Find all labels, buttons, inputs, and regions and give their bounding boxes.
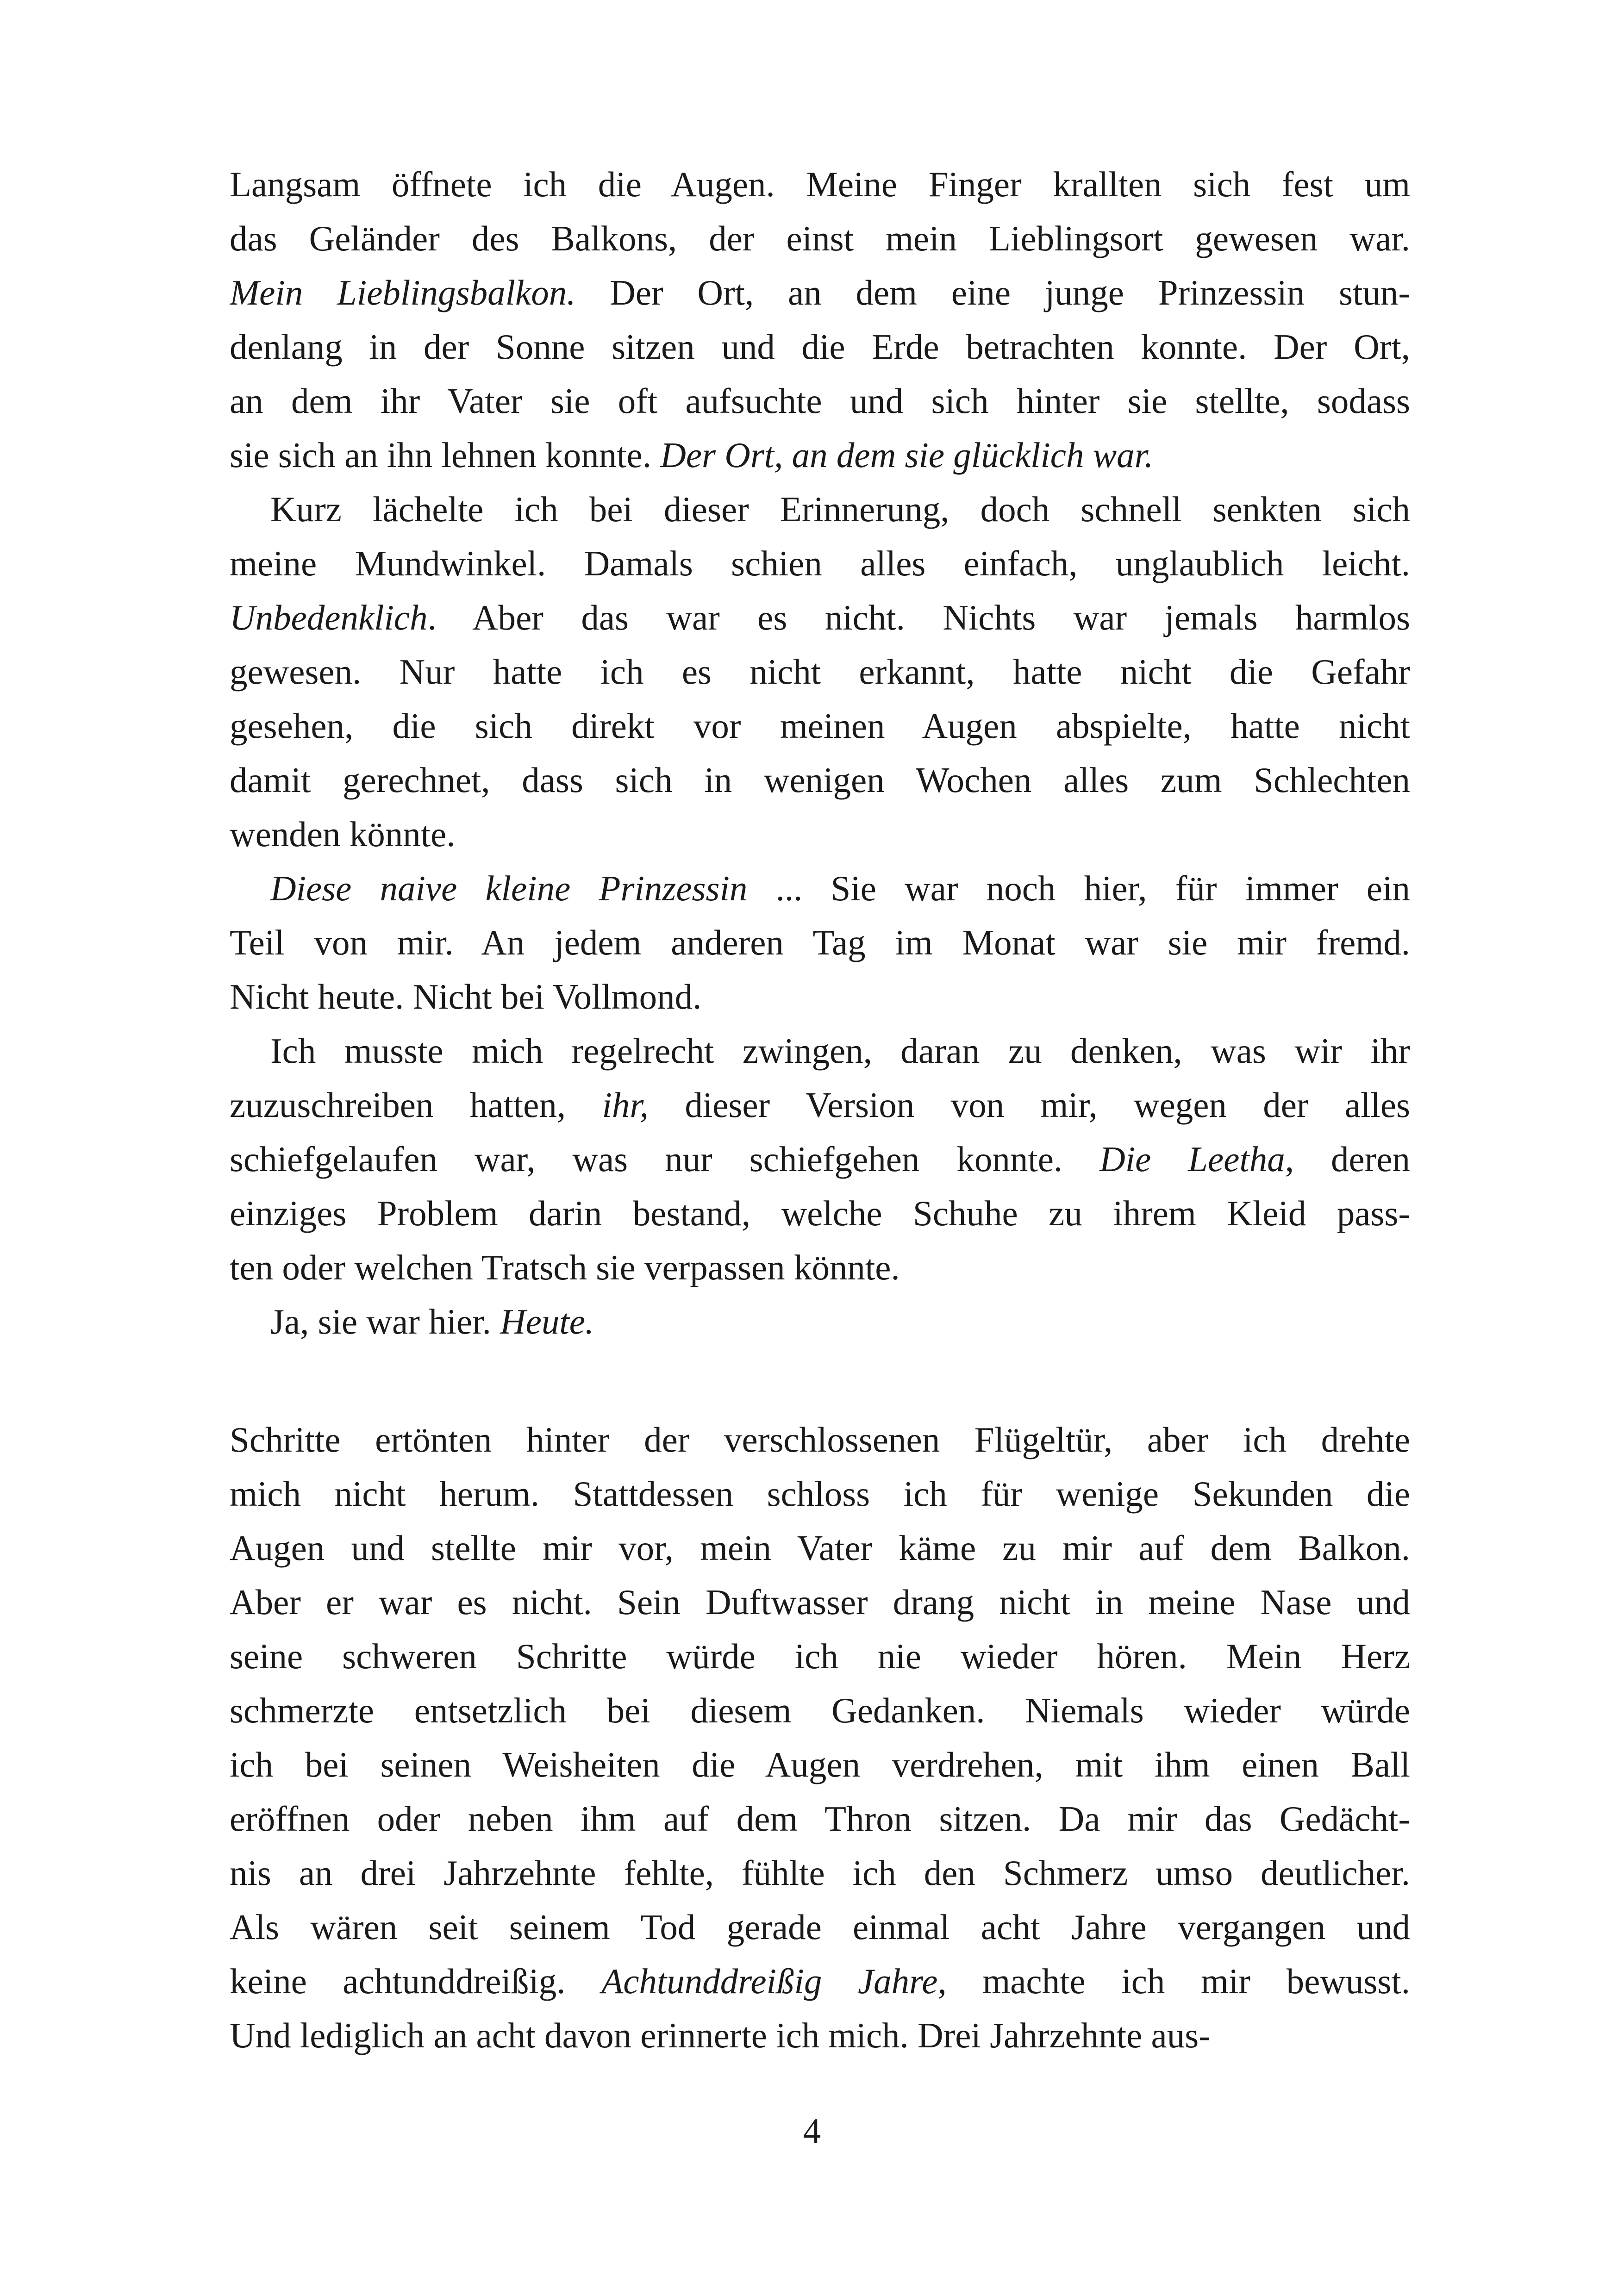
italic-text: Achtunddreißig Jahre bbox=[601, 1961, 938, 2001]
text-run: einziges Problem darin bestand, welche Schuhe zu ihrem Kleid pass- bbox=[230, 1193, 1410, 1233]
italic-text: Unbedenklich bbox=[230, 598, 428, 637]
text-line bbox=[230, 320, 1410, 374]
text-line bbox=[230, 970, 1410, 1024]
text-line bbox=[230, 699, 1410, 753]
text-run: gewesen. Nur hatte ich es nicht erkannt, hatte nicht die Gefahr bbox=[230, 652, 1410, 692]
text-run: Ja, sie war hier. bbox=[270, 1302, 500, 1341]
text-line bbox=[230, 1024, 1410, 1078]
text-run: Langsam öffnete ich die Augen. Meine Finger krallten sich fest um bbox=[230, 164, 1410, 204]
text-run: wenden könnte. bbox=[230, 814, 456, 854]
text-line bbox=[230, 1629, 1410, 1684]
italic-text: Heute. bbox=[500, 1302, 594, 1341]
page-number: 4 bbox=[803, 2111, 821, 2151]
text-line bbox=[230, 157, 1410, 212]
text-section bbox=[230, 157, 1410, 1349]
text-run: damit gerechnet, dass sich in wenigen Wochen alles zum Schlechten bbox=[230, 760, 1410, 800]
italic-text: Der Ort, an dem sie glücklich war. bbox=[660, 435, 1154, 475]
text-line bbox=[230, 1575, 1410, 1629]
text-run: Teil von mir. An jedem anderen Tag im Monat war sie mir fremd. bbox=[230, 923, 1410, 962]
text-line bbox=[230, 1078, 1410, 1132]
text-run: sie sich an ihn lehnen konnte. bbox=[230, 435, 661, 475]
text-run: Augen und stellte mir vor, mein Vater käme zu mir auf dem Balkon. bbox=[230, 1528, 1410, 1568]
italic-text: ihr, bbox=[602, 1085, 649, 1125]
text-line bbox=[230, 2008, 1410, 2063]
text-line bbox=[230, 1954, 1410, 2008]
text-run: gesehen, die sich direkt vor meinen Augen abspielte, hatte nicht bbox=[230, 706, 1410, 746]
italic-text: Mein Lieblingsbalkon. bbox=[230, 273, 576, 312]
text-line bbox=[230, 212, 1410, 266]
text-line bbox=[230, 1413, 1410, 1467]
text-line bbox=[230, 1846, 1410, 1900]
text-line bbox=[230, 536, 1410, 591]
text-run: ich bei seinen Weisheiten die Augen verdrehen, mit ihm einen Ball bbox=[230, 1745, 1410, 1784]
text-line bbox=[230, 753, 1410, 807]
text-run: nis an drei Jahrzehnte fehlte, fühlte ich den Schmerz umso deutlicher. bbox=[230, 1853, 1410, 1893]
italic-text: Die Leetha bbox=[1099, 1139, 1285, 1179]
text-run: an dem ihr Vater sie oft aufsuchte und sich hinter sie stellte, sodass bbox=[230, 381, 1410, 421]
text-run: , machte ich mir bewusst. bbox=[937, 1961, 1410, 2001]
text-run: denlang in der Sonne sitzen und die Erde betrachten konnte. Der Ort, bbox=[230, 327, 1410, 367]
text-run: Als wären seit seinem Tod gerade einmal acht Jahre vergangen und bbox=[230, 1907, 1410, 1947]
text-section bbox=[230, 1413, 1410, 2063]
italic-text: Diese naive kleine Prinzessin bbox=[270, 868, 748, 908]
text-run: Nicht heute. Nicht bei Vollmond. bbox=[230, 977, 702, 1017]
text-run: Der Ort, an dem eine junge Prinzessin stun- bbox=[575, 273, 1410, 312]
text-run: Aber er war es nicht. Sein Duftwasser drang nicht in meine Nase und bbox=[230, 1582, 1410, 1622]
text-line bbox=[230, 1295, 1410, 1349]
text-run: Schritte ertönten hinter der verschlossenen Flügeltür, aber ich drehte bbox=[230, 1420, 1410, 1459]
text-line bbox=[230, 1132, 1410, 1186]
text-run: zuzuschreiben hatten, bbox=[230, 1085, 602, 1125]
text-run: seine schweren Schritte würde ich nie wieder hören. Mein Herz bbox=[230, 1636, 1410, 1676]
text-line bbox=[230, 916, 1410, 970]
text-line bbox=[230, 374, 1410, 428]
text-run: , deren bbox=[1285, 1139, 1410, 1179]
paragraph bbox=[230, 1413, 1410, 2063]
paragraph bbox=[230, 482, 1410, 861]
text-run: keine achtunddreißig. bbox=[230, 1961, 602, 2001]
text-run: schiefgelaufen war, was nur schiefgehen konnte. bbox=[230, 1139, 1100, 1179]
text-line bbox=[230, 1684, 1410, 1738]
text-run: mich nicht herum. Stattdessen schloss ich für wenige Sekunden die bbox=[230, 1474, 1410, 1514]
text-line bbox=[230, 266, 1410, 320]
text-run: meine Mundwinkel. Damals schien alles einfach, unglaublich leicht. bbox=[230, 543, 1410, 583]
text-line bbox=[230, 861, 1410, 916]
text-line bbox=[230, 1521, 1410, 1575]
paragraph bbox=[230, 1024, 1410, 1295]
paragraph bbox=[230, 1295, 1410, 1349]
text-line bbox=[230, 1900, 1410, 1954]
text-line bbox=[230, 428, 1410, 482]
text-run: . Aber das war es nicht. Nichts war jemals harmlos bbox=[427, 598, 1410, 637]
text-line bbox=[230, 645, 1410, 699]
text-line bbox=[230, 591, 1410, 645]
text-run: ten oder welchen Tratsch sie verpassen könnte. bbox=[230, 1247, 900, 1287]
text-run: ... Sie war noch hier, für immer ein bbox=[747, 868, 1410, 908]
text-line bbox=[230, 1738, 1410, 1792]
paragraph bbox=[230, 861, 1410, 1024]
text-run: Und lediglich an acht davon erinnerte ich mich. Drei Jahrzehnte aus- bbox=[230, 2015, 1211, 2055]
text-line bbox=[230, 1186, 1410, 1241]
text-run: dieser Version von mir, wegen der alles bbox=[649, 1085, 1410, 1125]
text-run: schmerzte entsetzlich bei diesem Gedanken. Niemals wieder würde bbox=[230, 1690, 1410, 1730]
text-line bbox=[230, 1792, 1410, 1846]
text-run: das Geländer des Balkons, der einst mein Lieblingsort gewesen war. bbox=[230, 218, 1410, 258]
text-line bbox=[230, 1241, 1410, 1295]
text-run: eröffnen oder neben ihm auf dem Thron sitzen. Da mir das Gedächt- bbox=[230, 1799, 1410, 1839]
paragraph bbox=[230, 157, 1410, 482]
text-line bbox=[230, 807, 1410, 861]
text-run: Kurz lächelte ich bei dieser Erinnerung, doch schnell senkten sich bbox=[270, 489, 1410, 529]
text-line bbox=[230, 1467, 1410, 1521]
text-run: Ich musste mich regelrecht zwingen, daran zu denken, was wir ihr bbox=[270, 1031, 1410, 1071]
text-line bbox=[230, 482, 1410, 536]
